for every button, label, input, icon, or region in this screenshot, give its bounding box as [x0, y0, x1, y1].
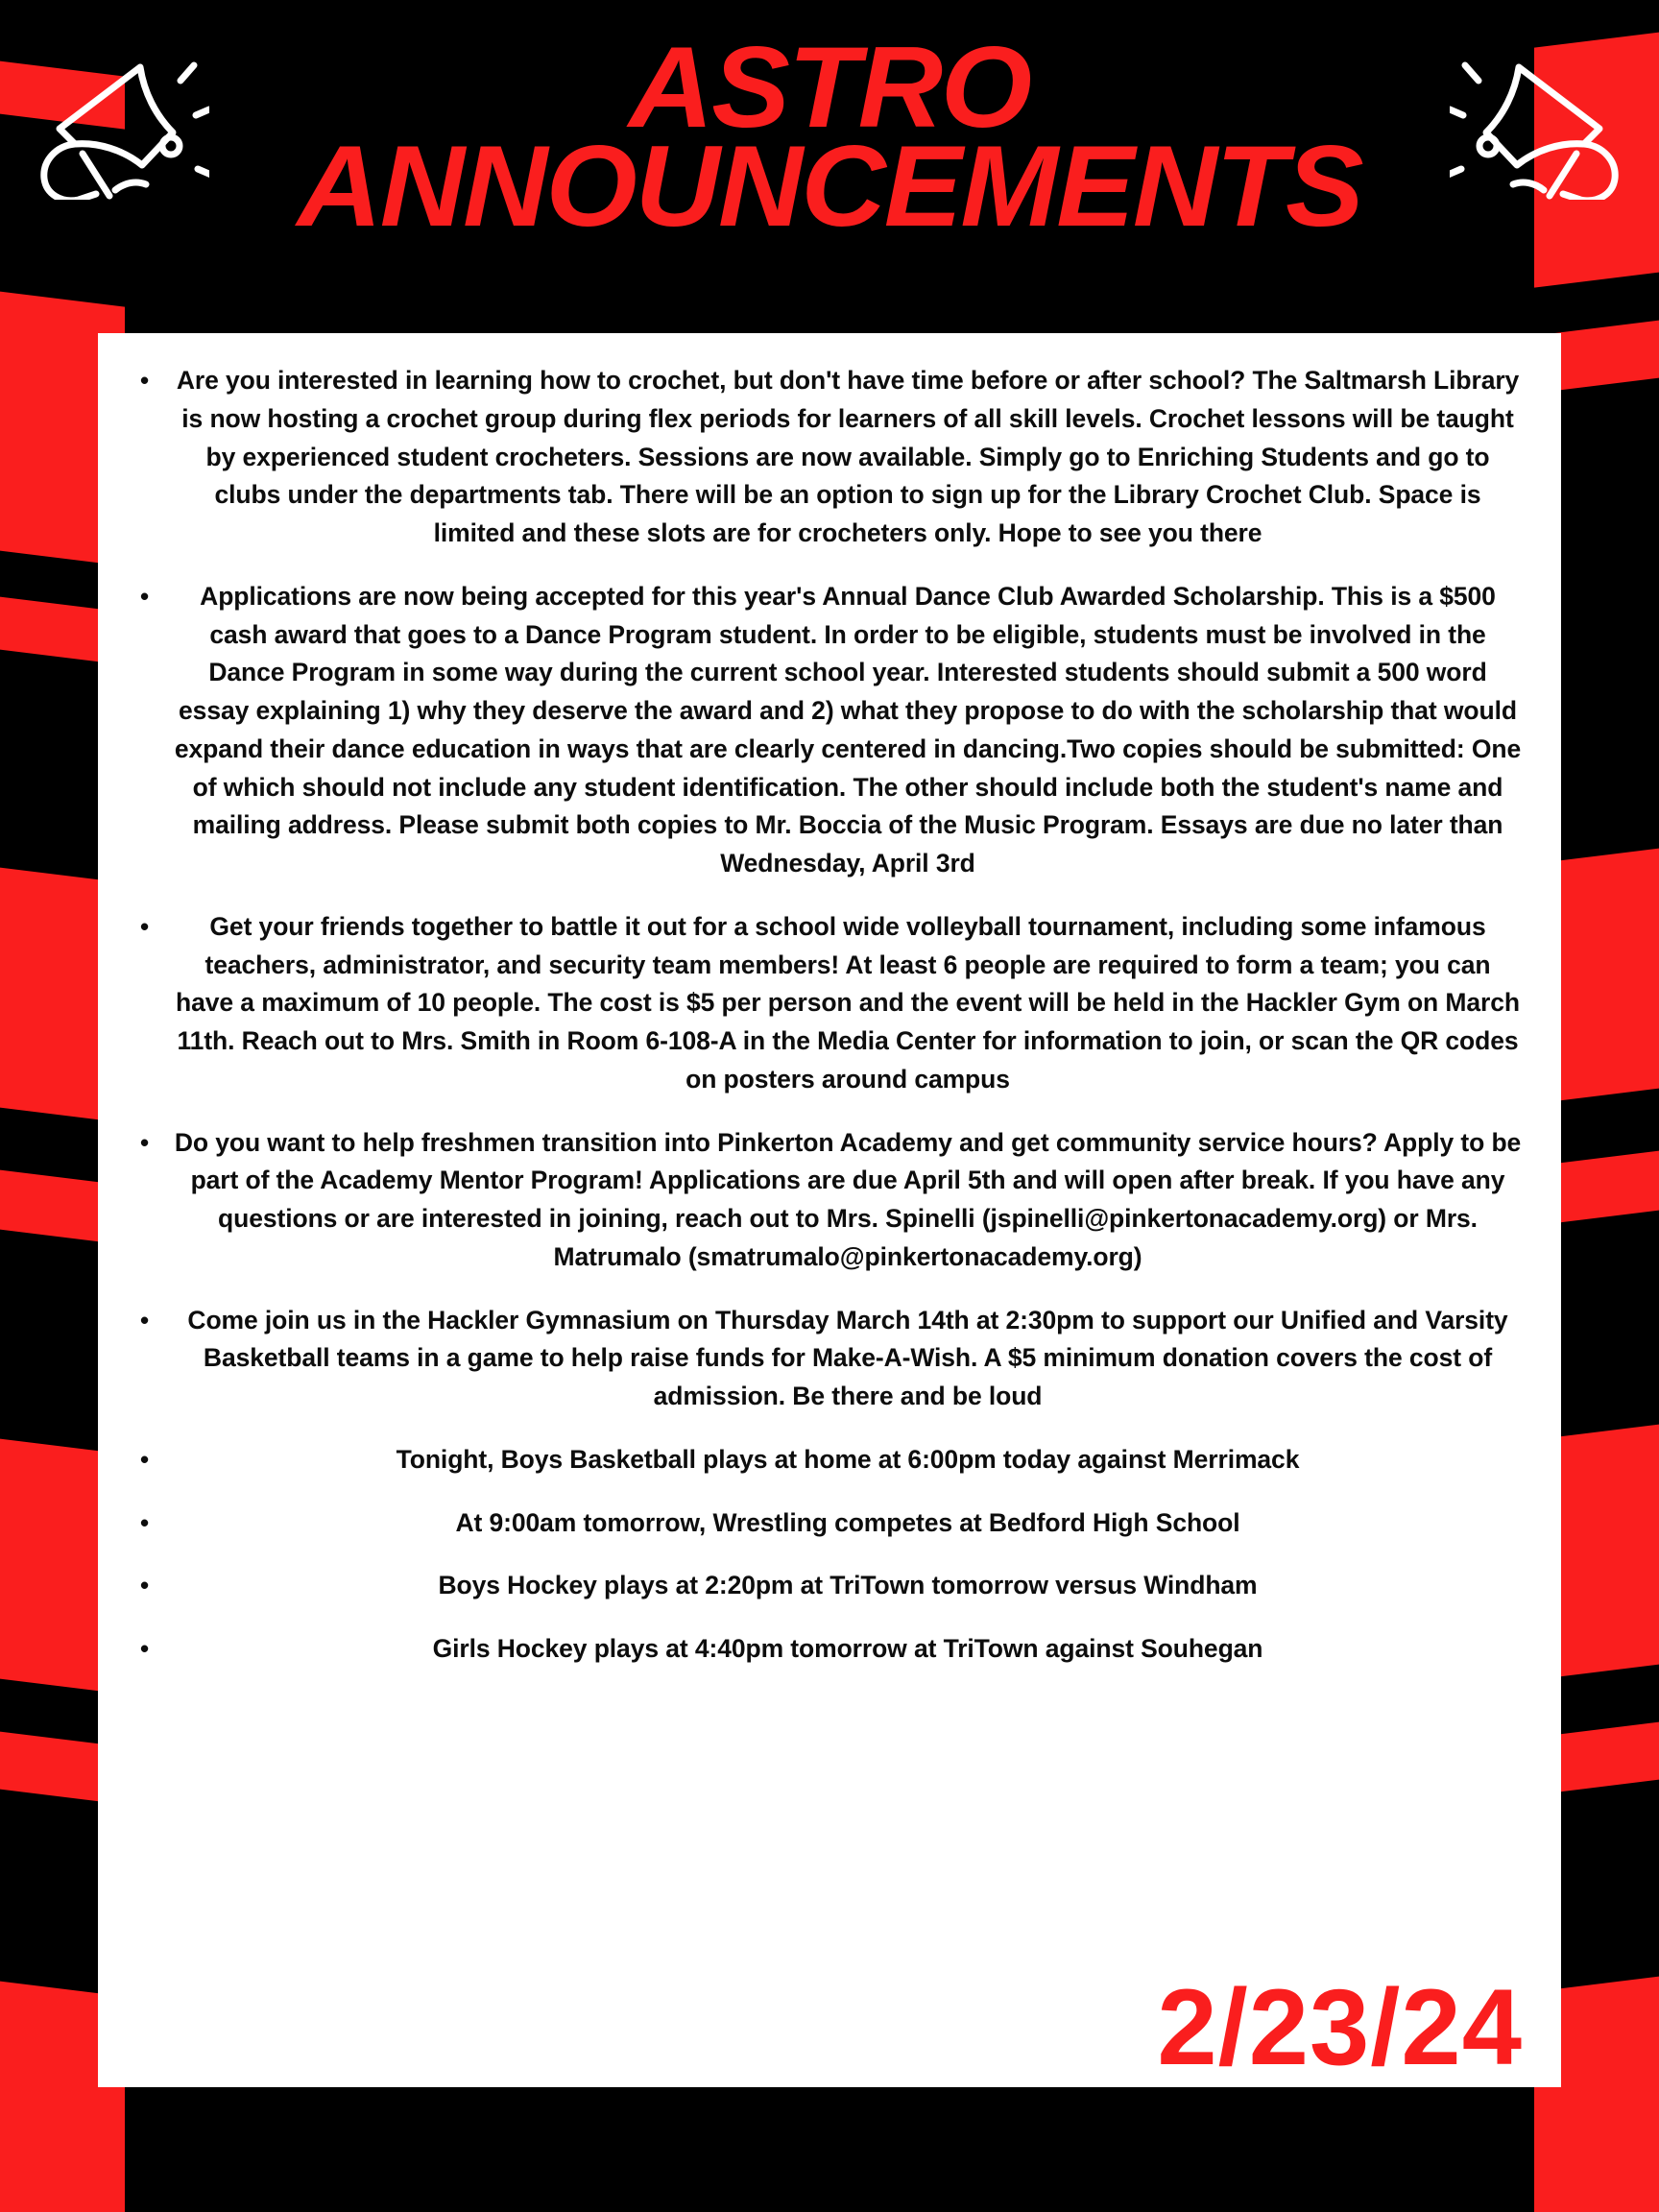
page-title: [0, 23, 1659, 252]
list-item: • Get your friends together to battle it out for a school wide volleyball tournament, including some infamous teachers, administrator, and security team members! At least 6 people are required to form a team; you can have a maximum of 10 people. The cost is $5 per person and the event will be held in the Hackler Gym on March 11th. Reach out to Mrs. Smith in Room 6-108-A in the Media Center for information to join, or scan the QR codes on posters around campus: [129, 908, 1530, 1099]
list-item: • Applications are now being accepted for this year's Annual Dance Club Awarded Scholarship. This is a $500 cash award that goes to a Dance Program student. In order to be eligible, students must be involved in the Dance Program in some way during the current school year. Interested students should submit a 500 word essay explaining 1) why they deserve the award and 2) what they propose to do with the scholarship that would expand their dance education in ways that are clearly centered in dancing.Two copies should be submitted: One of which should not include any student identification. The other should include both the student's name and mailing address. Please submit both copies to Mr. Boccia of the Music Program. Essays are due no later than Wednesday, April 3rd: [129, 578, 1530, 883]
date-stamp: 2/23/24: [1157, 1967, 1523, 2087]
title-line-astro: ASTRO: [628, 23, 1031, 152]
list-item: • Tonight, Boys Basketball plays at home at 6:00pm today against Merrimack: [129, 1441, 1530, 1479]
list-item: • Come join us in the Hackler Gymnasium on Thursday March 14th at 2:30pm to support our Unified and Varsity Basketball teams in a game to help raise funds for Make-A-Wish. A $5 minimum donation covers the cost of admission. Be there and be loud: [129, 1302, 1530, 1416]
list-item: • Boys Hockey plays at 2:20pm at TriTown tomorrow versus Windham: [129, 1567, 1530, 1605]
announcements-panel: [98, 333, 1561, 2087]
list-item: • Girls Hockey plays at 4:40pm tomorrow at TriTown against Souhegan: [129, 1630, 1530, 1669]
list-item: • Are you interested in learning how to crochet, but don't have time before or after school? The Saltmarsh Library is now hosting a crochet group during flex periods for learners of all skill levels. Crochet lessons will be taught by experienced student crocheters. Sessions are now available. Simply go to Enriching Students and go to clubs under the departments tab. There will be an option to sign up for the Library Crochet Club. Space is limited and these slots are for crocheters only. Hope to see you there: [129, 362, 1530, 553]
list-item: • Do you want to help freshmen transition into Pinkerton Academy and get community service hours? Apply to be part of the Academy Mentor Program! Applications are due April 5th and will open after break. If you have any questions or are interested in joining, reach out to Mrs. Spinelli (jspinelli@pinkertonacademy.org) or Mrs. Matrumalo (smatrumalo@pinkertonacademy.org): [129, 1124, 1530, 1277]
list-item: • At 9:00am tomorrow, Wrestling competes at Bedford High School: [129, 1504, 1530, 1543]
title-line-announcements: ANNOUNCEMENTS: [297, 122, 1362, 252]
announcement-list: [129, 362, 1530, 1669]
poster-header: [0, 0, 1659, 326]
